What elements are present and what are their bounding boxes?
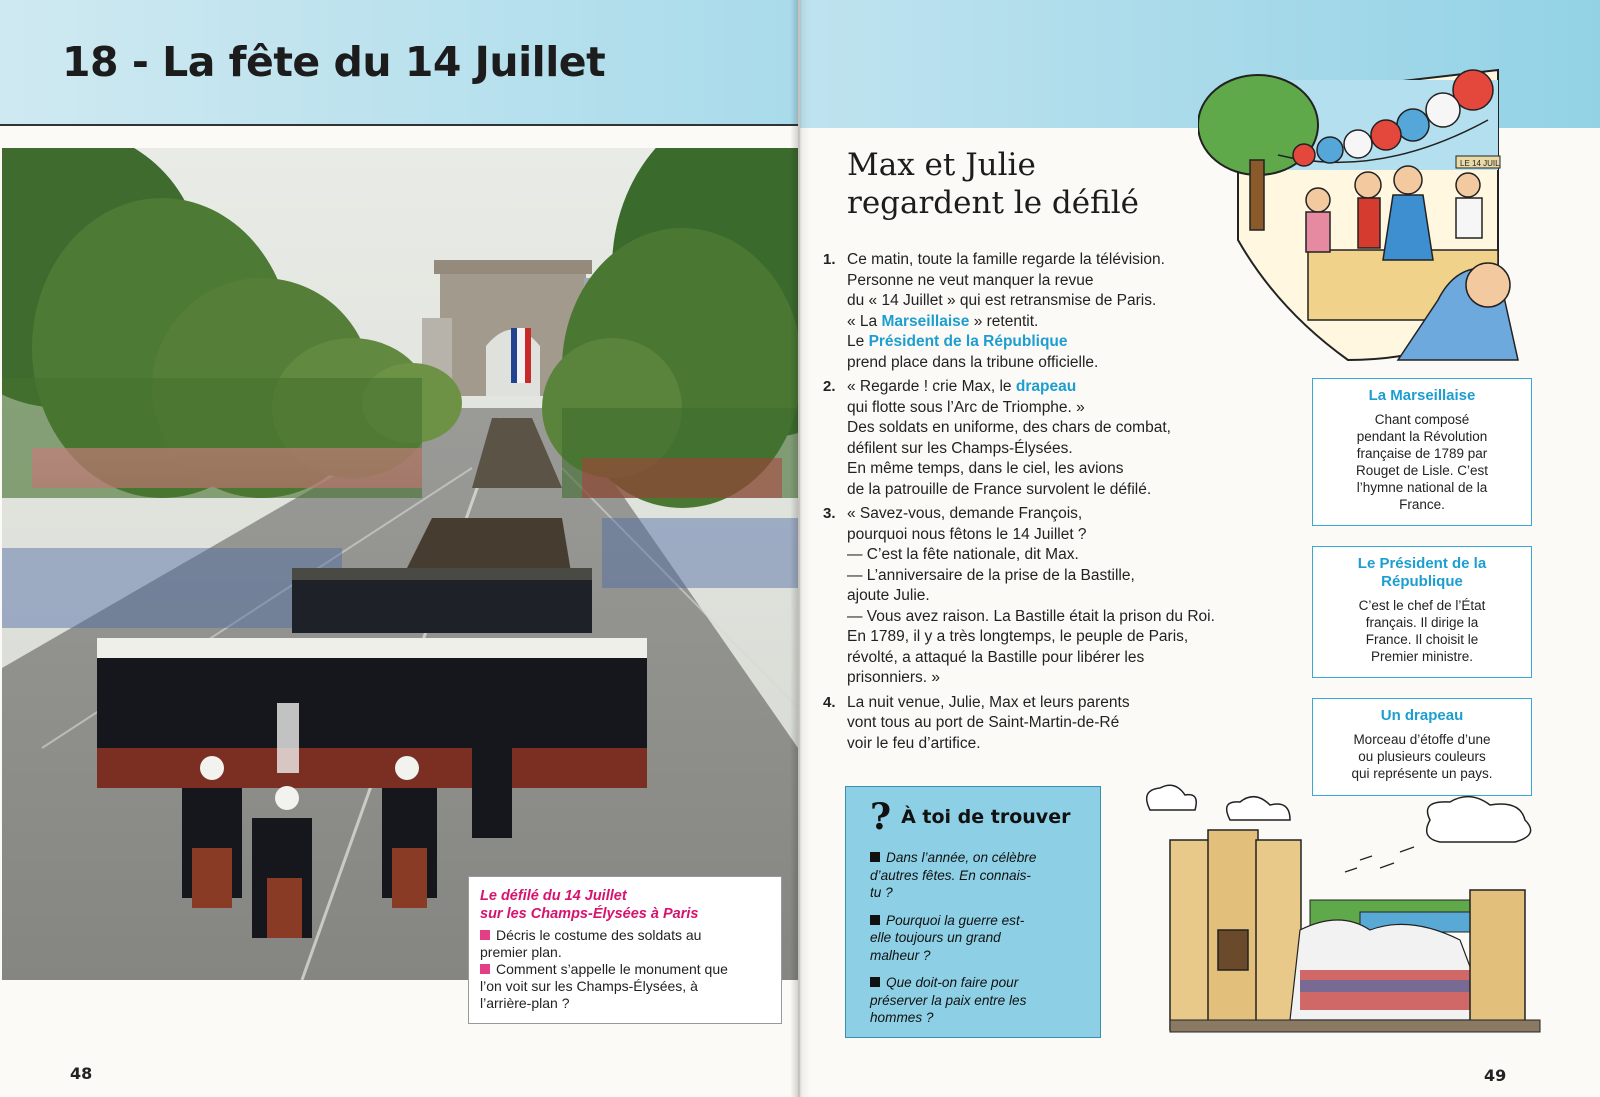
lesson-title: Max et Julie regardent le défilé [847,147,1140,221]
caption-question: Décris le costume des soldats au premier plan. [480,927,702,960]
square-bullet-icon [870,852,880,862]
paragraph-line [847,525,1291,546]
paragraph-line [847,377,1291,398]
square-bullet-icon [870,915,880,925]
glossary-term: Président de la République [868,333,1068,350]
paragraph-number: 3. [823,505,836,522]
text-segment: révolté, a attaqué la Bastille pour libérer les [847,648,1145,666]
activity-question: Que doit-on faire pour préserver la paix entre les hommes ? [870,975,1027,1025]
chapter-title: 18 - La fête du 14 Juillet [62,38,606,86]
paragraph-number: 2. [823,378,836,395]
text-segment: Des soldats en uniforme, des chars de combat, [847,419,1171,436]
text-segment: vont tous au port de Saint-Martin-de-Ré [847,714,1120,731]
glossary-title: Le Président de la République [1357,555,1487,590]
text-segment: « Regarde ! crie Max, le [847,378,1016,395]
text-segment: ajoute Julie. [847,587,930,604]
text-segment: défilent sur les Champs-Élysées. [847,439,1073,457]
pink-bullet-icon [480,964,490,974]
paragraph-line [847,566,1291,587]
text-segment: de la patrouille de France survolent le défilé. [847,480,1152,498]
left-page [0,0,798,1097]
right-page [800,0,1600,1097]
story-paragraph [821,377,1291,500]
text-segment: — Vous avez raison. La Bastille était la prison du Roi. [847,607,1215,625]
text-segment: — L’anniversaire de la prise de la Bastille, [847,566,1135,584]
caption-question: Comment s’appelle le monument que l’on voit sur les Champs-Élysées, à l’arrière-plan ? [480,961,728,1011]
text-segment: « Savez-vous, demande François, [847,505,1083,522]
text-segment: Personne ne veut manquer la revue [847,271,1094,289]
dance-illustration [1198,60,1538,370]
text-segment: voir le feu d’artifice. [847,734,981,752]
caption-title [480,887,771,923]
square-bullet-icon [870,977,880,987]
caption-title-line: Le défilé du 14 Juillet [480,888,627,904]
paragraph-line [847,713,1291,734]
parade-photo-illustration [2,148,798,980]
glossary-term: Marseillaise [881,312,970,330]
paragraph-line [847,627,1291,648]
activity-question: Dans l’année, on célèbre d’autres fêtes. En connais- tu ? [870,850,1037,900]
paragraph-number: 4. [823,693,836,711]
caption-title-line: sur les Champs-Élysées à Paris [480,906,699,922]
activity-title: À toi de trouver [901,806,1071,828]
banner-text: LE 14 JUIL [1460,159,1500,168]
glossary-title: La Marseillaise [1368,387,1476,404]
text-segment: prend place dans la tribune officielle. [847,353,1099,371]
glossary-marseillaise [1312,378,1532,526]
text-segment: Le [847,333,869,350]
paragraph-number: 1. [823,251,836,268]
glossary-text: Chant composé pendant la Révolution française de 1789 par Rouget de Lisle. C’est l’hymne national de la France. [1355,412,1489,512]
paragraph-line [847,693,1291,714]
text-segment: En 1789, il y a très longtemps, le peuple de Paris, [847,628,1189,645]
paragraph-line [847,504,1291,525]
text-segment: » retentit. [969,312,1039,330]
text-segment: qui flotte sous l’Arc de Triomphe. » [847,398,1085,416]
glossary-president [1312,546,1532,678]
paragraph-line [847,459,1291,480]
activity-header [870,796,1084,838]
paragraph-line [847,398,1291,419]
paragraph-line [847,668,1291,689]
text-segment: La nuit venue, Julie, Max et leurs parents [847,693,1130,711]
question-mark-icon: ? [870,796,892,838]
paragraph-line [847,545,1291,566]
activity-question: Pourquoi la guerre est- elle toujours un grand malheur ? [870,912,1025,963]
glossary-text: Morceau d’étoffe d’une ou plusieurs couleurs qui représente un pays. [1351,732,1493,781]
glossary-text: C’est le chef de l’État français. Il dirige la France. Il choisit le Premier ministre. [1358,598,1486,664]
page-number: 48 [70,1064,93,1083]
story-paragraph [821,693,1291,755]
page-number: 49 [1484,1066,1507,1085]
book-gutter [790,0,810,1097]
paragraph-line [847,439,1291,460]
text-segment: — C’est la fête nationale, dit Max. [847,546,1079,563]
paragraph-line [847,607,1291,628]
text-segment: prisonniers. » [847,669,941,686]
text-segment: pourquoi nous fêtons le 14 Juillet ? [847,525,1087,543]
text-segment: En même temps, dans le ciel, les avions [847,460,1124,477]
paragraph-line [847,480,1291,501]
glossary-title: Un drapeau [1380,707,1464,724]
paragraph-line [847,418,1291,439]
parade-photo [2,148,798,980]
glossary-term: drapeau [1015,378,1077,395]
bastille-illustration [1130,780,1550,1042]
paragraph-line [847,586,1291,607]
story-paragraph [821,504,1291,689]
text-segment: du « 14 Juillet » qui est retransmise de Paris. [847,292,1157,309]
activity-box [845,786,1101,1038]
paragraph-line [847,648,1291,669]
paragraph-line [847,734,1291,755]
text-segment: « La [847,312,882,330]
text-segment: Ce matin, toute la famille regarde la télévision. [847,251,1165,268]
pink-bullet-icon [480,930,490,940]
photo-caption [468,876,782,1024]
